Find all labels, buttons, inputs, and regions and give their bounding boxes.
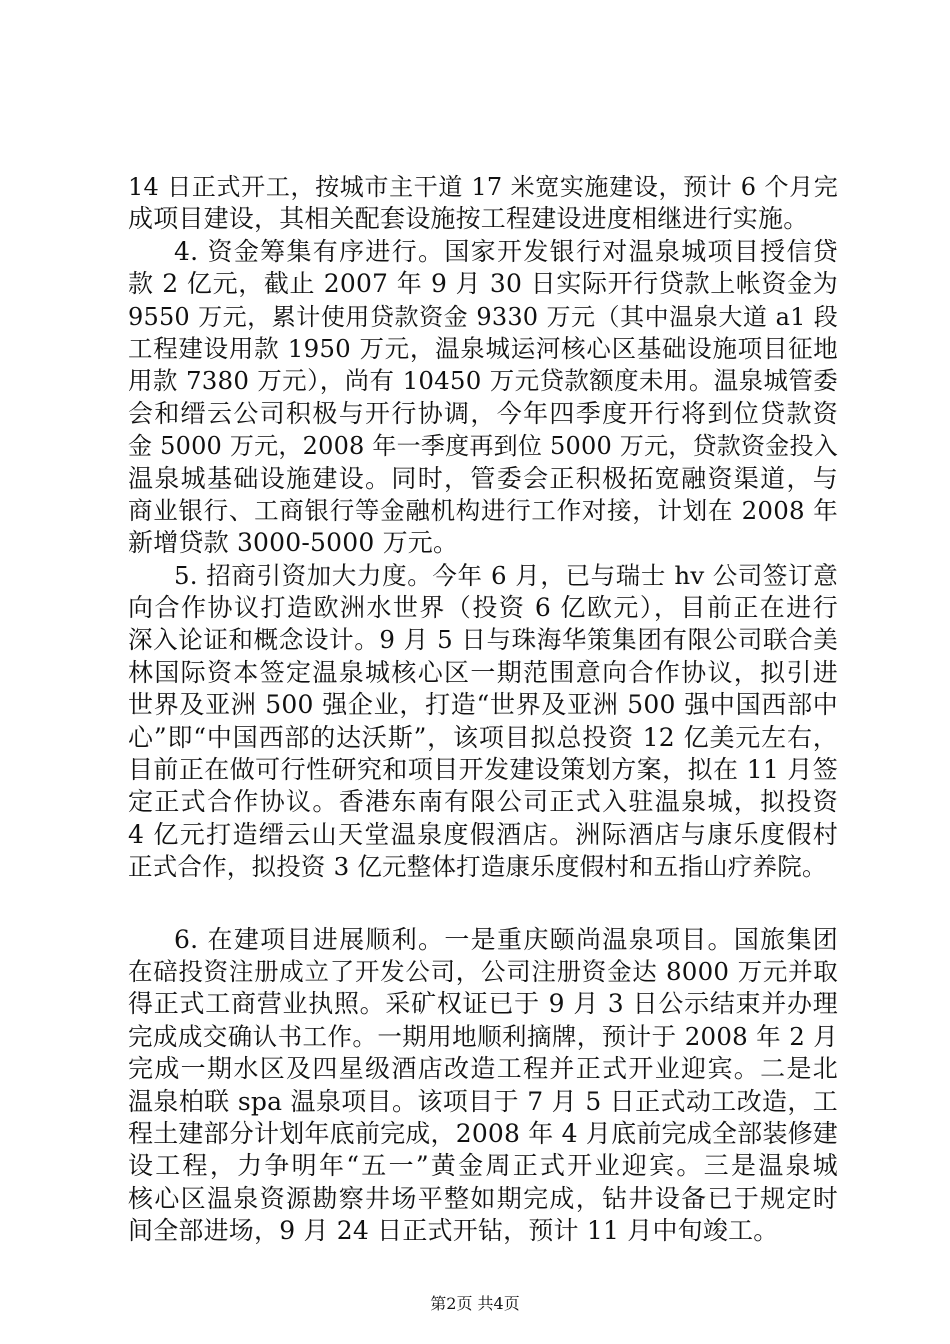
- text-line: 定正式合作协议。香港东南有限公司正式入驻温泉城，拟投资: [128, 787, 838, 817]
- text-line: 目前正在做可行性研究和项目开发建设策划方案，拟在 11 月签: [128, 755, 838, 785]
- text-line: 成项目建设，其相关配套设施按工程建设进度相继进行实施。: [128, 204, 809, 234]
- text-line: 9550 万元，累计使用贷款资金 9330 万元（其中温泉大道 a1 段: [128, 302, 838, 331]
- text-line: 正式合作，拟投资 3 亿元整体打造康乐度假村和五指山疗养院。: [128, 852, 827, 882]
- text-line: 温泉城基础设施建设。同时，管委会正积极拓宽融资渠道，与: [128, 463, 838, 493]
- text-line: 会和缙云公司积极与开行协调，今年四季度开行将到位贷款资: [128, 398, 838, 428]
- text-line: 金 5000 万元，2008 年一季度再到位 5000 万元，贷款资金投入: [128, 432, 838, 461]
- text-line: 用款 7380 万元），尚有 10450 万元贷款额度未用。温泉城管委: [128, 366, 838, 396]
- text-line: 14 日正式开工，按城市主干道 17 米宽实施建设，预计 6 个月完: [128, 173, 838, 201]
- text-line: 4. 资金筹集有序进行。国家开发银行对温泉城项目授信贷: [174, 236, 838, 266]
- text-line: 新增贷款 3000-5000 万元。: [128, 528, 459, 558]
- text-line: 间全部进场，9 月 24 日正式开钻，预计 11 月中旬竣工。: [128, 1216, 779, 1246]
- text-line: 核心区温泉资源勘察井场平整如期完成，钻井设备已于规定时: [128, 1183, 838, 1213]
- text-line: 商业银行、工商银行等金融机构进行工作对接，计划在 2008 年: [128, 495, 838, 525]
- text-line: 林国际资本签定温泉城核心区一期范围意向合作协议，拟引进: [128, 657, 838, 687]
- paragraph-4-funding: [128, 236, 838, 560]
- text-line: 款 2 亿元，截止 2007 年 9 月 30 日实际开行贷款上帐资金为: [128, 269, 838, 299]
- text-line: 得正式工商营业执照。采矿权证已于 9 月 3 日公示结束并办理: [128, 989, 838, 1019]
- text-line: 程土建部分计划年底前完成，2008 年 4 月底前完成全部装修建: [128, 1118, 838, 1148]
- text-line: 温泉柏联 spa 温泉项目。该项目于 7 月 5 日正式动工改造，工: [128, 1086, 838, 1116]
- text-line: 工程建设用款 1950 万元，温泉城运河核心区基础设施项目征地: [128, 333, 838, 363]
- text-line: 心”即“中国西部的达沃斯”，该项目拟总投资 12 亿美元左右，: [128, 722, 838, 752]
- text-line: 深入论证和概念设计。9 月 5 日与珠海华策集团有限公司联合美: [128, 625, 838, 655]
- text-line: 向合作协议打造欧洲水世界（投资 6 亿欧元），目前正在进行: [128, 593, 838, 623]
- page-number-footer: 第2页 共4页: [430, 1294, 520, 1313]
- text-line: 4 亿元打造缙云山天堂温泉度假酒店。洲际酒店与康乐度假村: [128, 819, 838, 849]
- text-line: 完成一期水区及四星级酒店改造工程并正式开业迎宾。二是北: [128, 1054, 838, 1084]
- paragraph-gap: [128, 884, 838, 924]
- text-line: 完成成交确认书工作。一期用地顺利摘牌，预计于 2008 年 2 月: [128, 1021, 838, 1051]
- text-line: 5. 招商引资加大力度。今年 6 月，已与瑞士 hv 公司签订意: [174, 560, 838, 590]
- text-line: 6. 在建项目进展顺利。一是重庆颐尚温泉项目。国旅集团: [174, 924, 838, 954]
- document-body: [128, 171, 838, 1248]
- paragraph-6-projects: [128, 924, 838, 1248]
- text-line: 在碚投资注册成立了开发公司，公司注册资金达 8000 万元并取: [128, 956, 838, 986]
- paragraph-continuation: [128, 171, 838, 236]
- text-line: 世界及亚洲 500 强企业，打造“世界及亚洲 500 强中国西部中: [128, 690, 838, 720]
- text-line: 设工程，力争明年“五一”黄金周正式开业迎宾。三是温泉城: [128, 1151, 838, 1181]
- paragraph-5-investment: [128, 560, 838, 884]
